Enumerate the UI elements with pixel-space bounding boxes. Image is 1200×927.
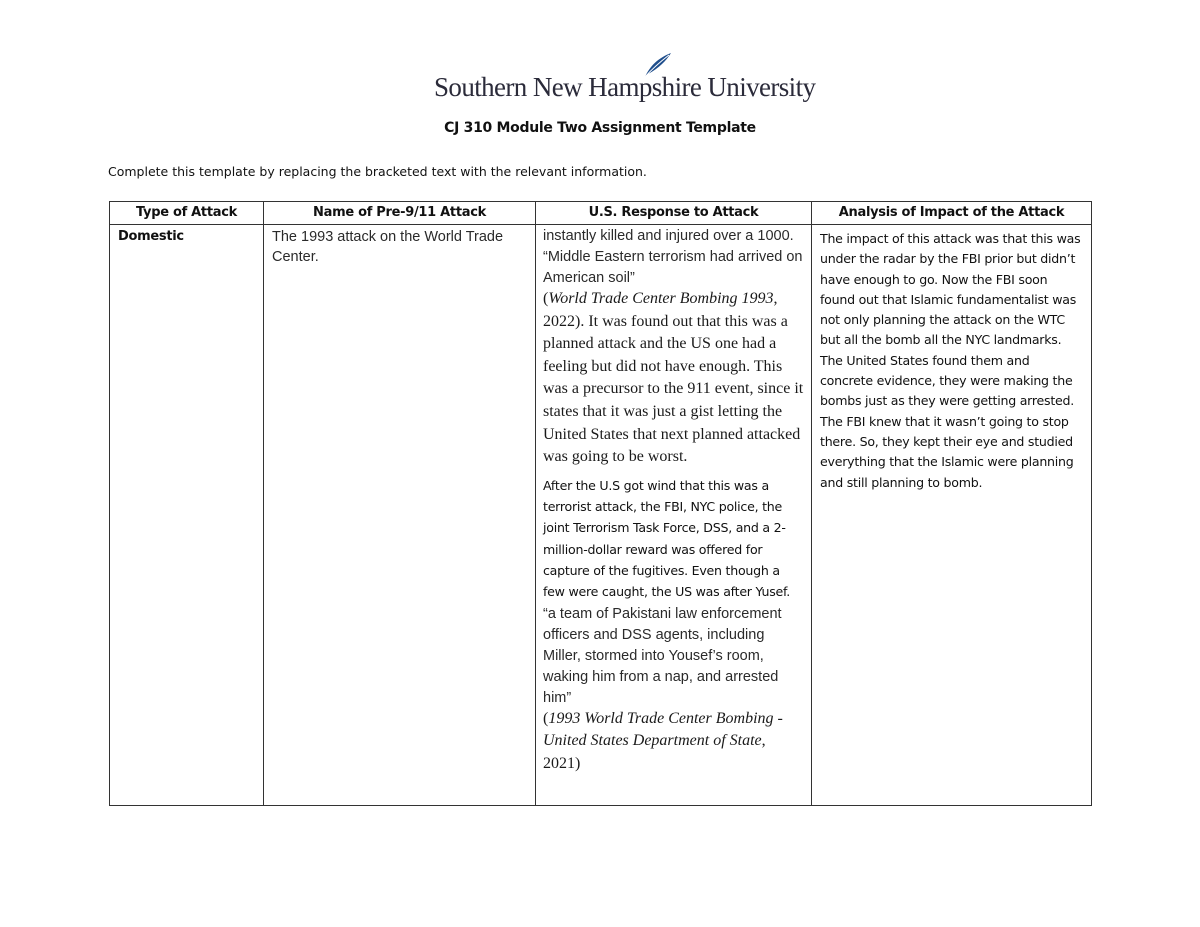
response-cite-1 [543, 290, 803, 465]
cite-2-rest: , 2021) [543, 732, 766, 772]
response-quote-1: instantly killed and injured over a 1000. “Middle Eastern terrorism had arrived on American soil” [543, 228, 803, 286]
response-quote-2: “a team of Pakistani law enforcement officers and DSS agents, including Miller, stormed into Yousef’s room, waking him from a nap, and arrested him” [543, 605, 782, 706]
header-type: Type of Attack [110, 202, 264, 225]
header-impact: Analysis of Impact of the Attack [812, 202, 1092, 225]
response-body-1: It was found out that this was a planned attack and the US one had a feeling but did not have enough. This was a precursor to the 911 event, since it states that it was just a gist letting the United States that next planned attacked was going to be worst. [543, 312, 804, 466]
table-row [110, 225, 1092, 806]
response-paragraph-1 [543, 225, 805, 469]
cite-2-title: 1993 World Trade Center Bombing - United States Department of State [543, 709, 783, 750]
logo-text: Southern New Hampshire University [434, 72, 816, 102]
attack-table [109, 201, 1092, 806]
instruction-text: Complete this template by replacing the bracketed text with the relevant information. [108, 164, 647, 179]
cell-response [536, 225, 812, 806]
cell-attack-name: The 1993 attack on the World Trade Center. [264, 225, 536, 806]
response-body-2: After the U.S got wind that this was a terrorist attack, the FBI, NYC police, the joint Terrorism Task Force, DSS, and a 2-million-dollar reward was offered for capture of the fugitives. Even though a few were caught, the US was after Yusef. [543, 477, 791, 600]
quill-leaf-icon [642, 52, 672, 78]
cite-1-open: ( [543, 290, 549, 307]
page-title: CJ 310 Module Two Assignment Template [444, 120, 756, 136]
cell-type: Domestic [110, 225, 264, 806]
header-name: Name of Pre-9/11 Attack [264, 202, 536, 225]
cite-1-rest: , 2022). [543, 290, 778, 330]
header-response: U.S. Response to Attack [536, 202, 812, 225]
response-paragraph-2 [543, 475, 805, 776]
table-header-row [110, 202, 1092, 225]
cite-2-open: ( [543, 709, 549, 727]
university-logo [434, 52, 816, 106]
cell-impact: The impact of this attack was that this was under the radar by the FBI prior but didn’t have enough to go. Now the FBI soon found out that Islamic fundamentalist was not only planning the attack on the WTC but all the bomb all the NYC landmarks. The United States found them and concrete evidence, they were making the bombs just as they were getting arrested. The FBI knew that it wasn’t going to stop there. So, they kept their eye and studied everything that the Islamic were planning and still planning to bomb. [812, 225, 1092, 806]
cite-1-title: World Trade Center Bombing 1993 [548, 290, 774, 307]
response-cite-2 [543, 710, 783, 772]
